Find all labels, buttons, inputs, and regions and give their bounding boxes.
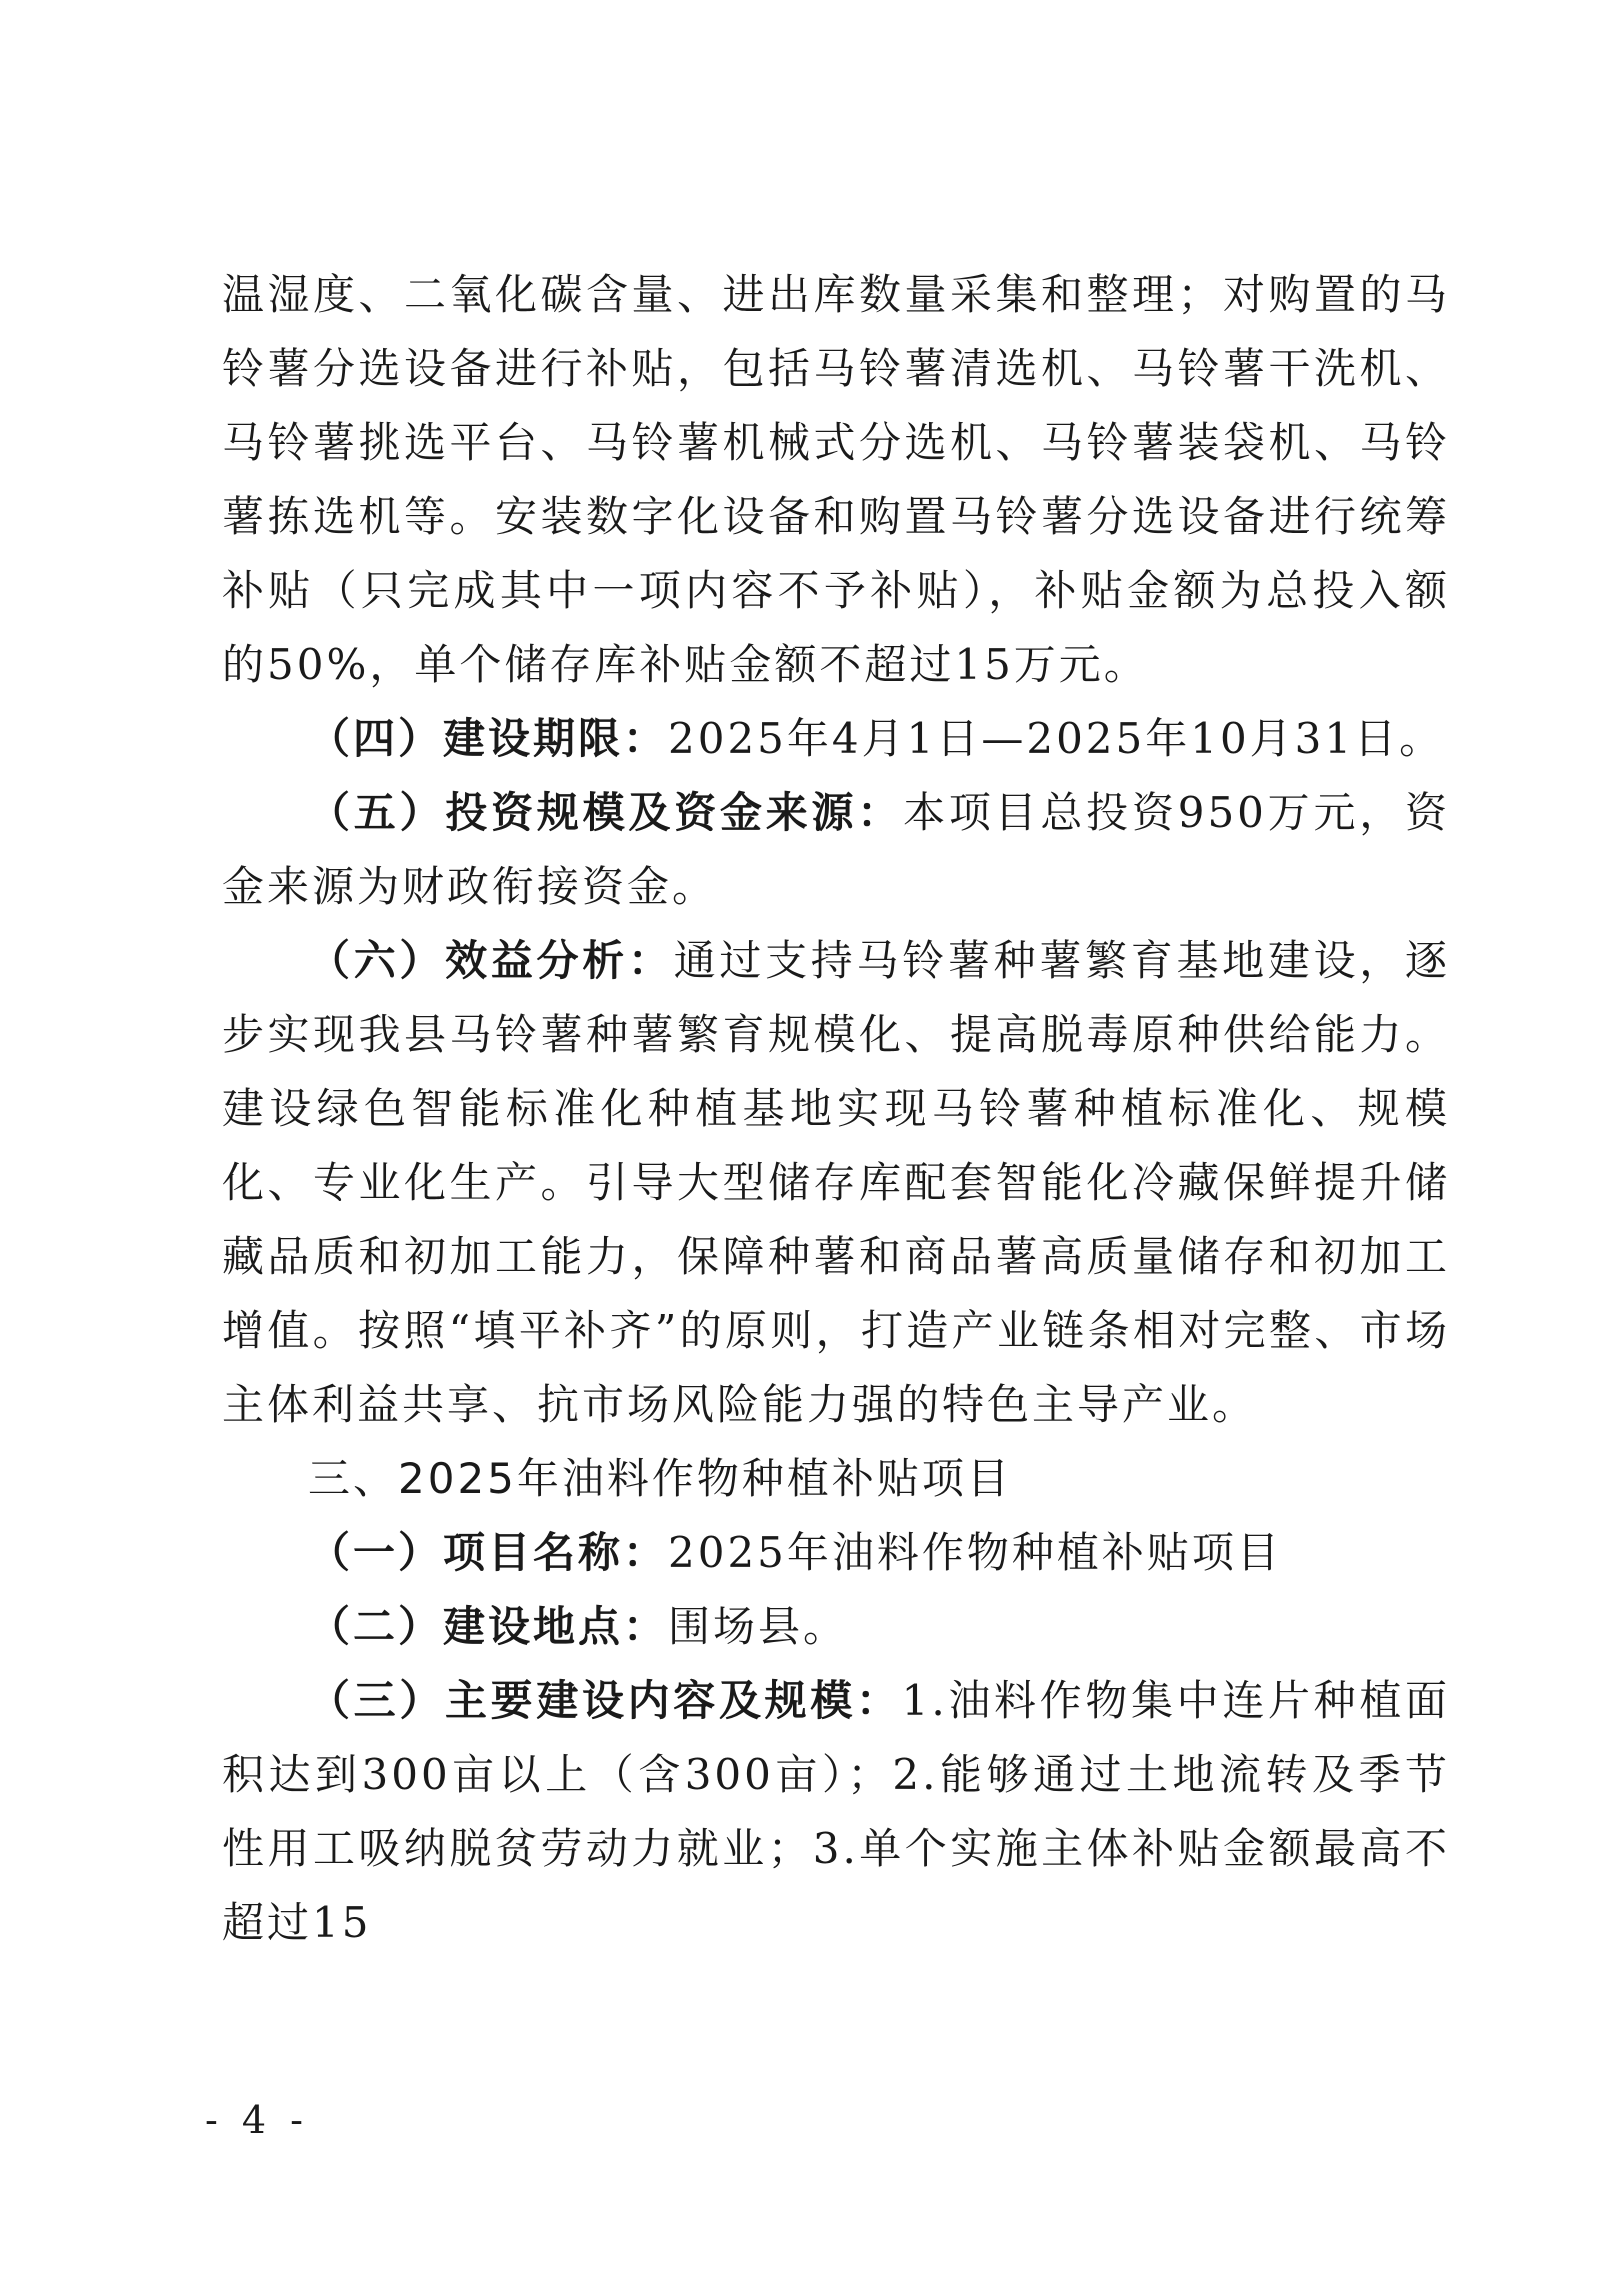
paragraph-benefit-analysis bbox=[222, 924, 1450, 1442]
investment-label: （五）投资规模及资金来源： bbox=[308, 788, 904, 837]
paragraph-main-content bbox=[222, 1664, 1450, 1960]
project-name-label: （一）项目名称： bbox=[308, 1528, 669, 1577]
benefit-analysis-text: 通过支持马铃薯种薯繁育基地建设，逐步实现我县马铃薯种薯繁育规模化、提高脱毒原种供给能力。建设绿色智能标准化种植基地实现马铃薯种植标准化、规模化、专业化生产。引导大型储存库配套智能化冷藏保鲜提升储藏品质和初加工能力，保障种薯和商品薯高质量储存和初加工增值。按照“填平补齐”的原则，打造产业链条相对完整、市场主体利益共享、抗市场风险能力强的特色主导产业。 bbox=[222, 936, 1450, 1429]
paragraph-location bbox=[222, 1590, 1450, 1664]
paragraph-construction-period bbox=[222, 702, 1450, 776]
paragraph-project-name bbox=[222, 1516, 1450, 1590]
main-content-label: （三）主要建设内容及规模： bbox=[308, 1676, 902, 1725]
location-text: 围场县。 bbox=[668, 1602, 849, 1651]
construction-period-label: （四）建设期限： bbox=[308, 714, 669, 763]
page-number: - 4 - bbox=[205, 2098, 310, 2142]
construction-period-text: 2025年4月1日—2025年10月31日。 bbox=[668, 714, 1445, 763]
benefit-analysis-label: （六）效益分析： bbox=[308, 936, 674, 985]
document-body bbox=[222, 258, 1450, 1960]
paragraph-storage-subsidy: 温湿度、二氧化碳含量、进出库数量采集和整理；对购置的马铃薯分选设备进行补贴，包括马铃薯清选机、马铃薯干洗机、马铃薯挑选平台、马铃薯机械式分选机、马铃薯装袋机、马铃薯拣选机等。安装数字化设备和购置马铃薯分选设备进行统筹补贴（只完成其中一项内容不予补贴），补贴金额为总投入额的50%，单个储存库补贴金额不超过15万元。 bbox=[222, 270, 1450, 689]
section-heading-oil-crops: 三、2025年油料作物种植补贴项目 bbox=[308, 1454, 1012, 1503]
main-content-text: 1.油料作物集中连片种植面积达到300亩以上（含300亩）；2.能够通过土地流转及季节性用工吸纳脱贫劳动力就业；3.单个实施主体补贴金额最高不超过15 bbox=[222, 1676, 1450, 1947]
location-label: （二）建设地点： bbox=[308, 1602, 669, 1651]
investment-text: 本项目总投资950万元，资金来源为财政衔接资金。 bbox=[222, 788, 1450, 911]
project-name-text: 2025年油料作物种植补贴项目 bbox=[668, 1528, 1282, 1577]
paragraph-investment bbox=[222, 776, 1450, 924]
